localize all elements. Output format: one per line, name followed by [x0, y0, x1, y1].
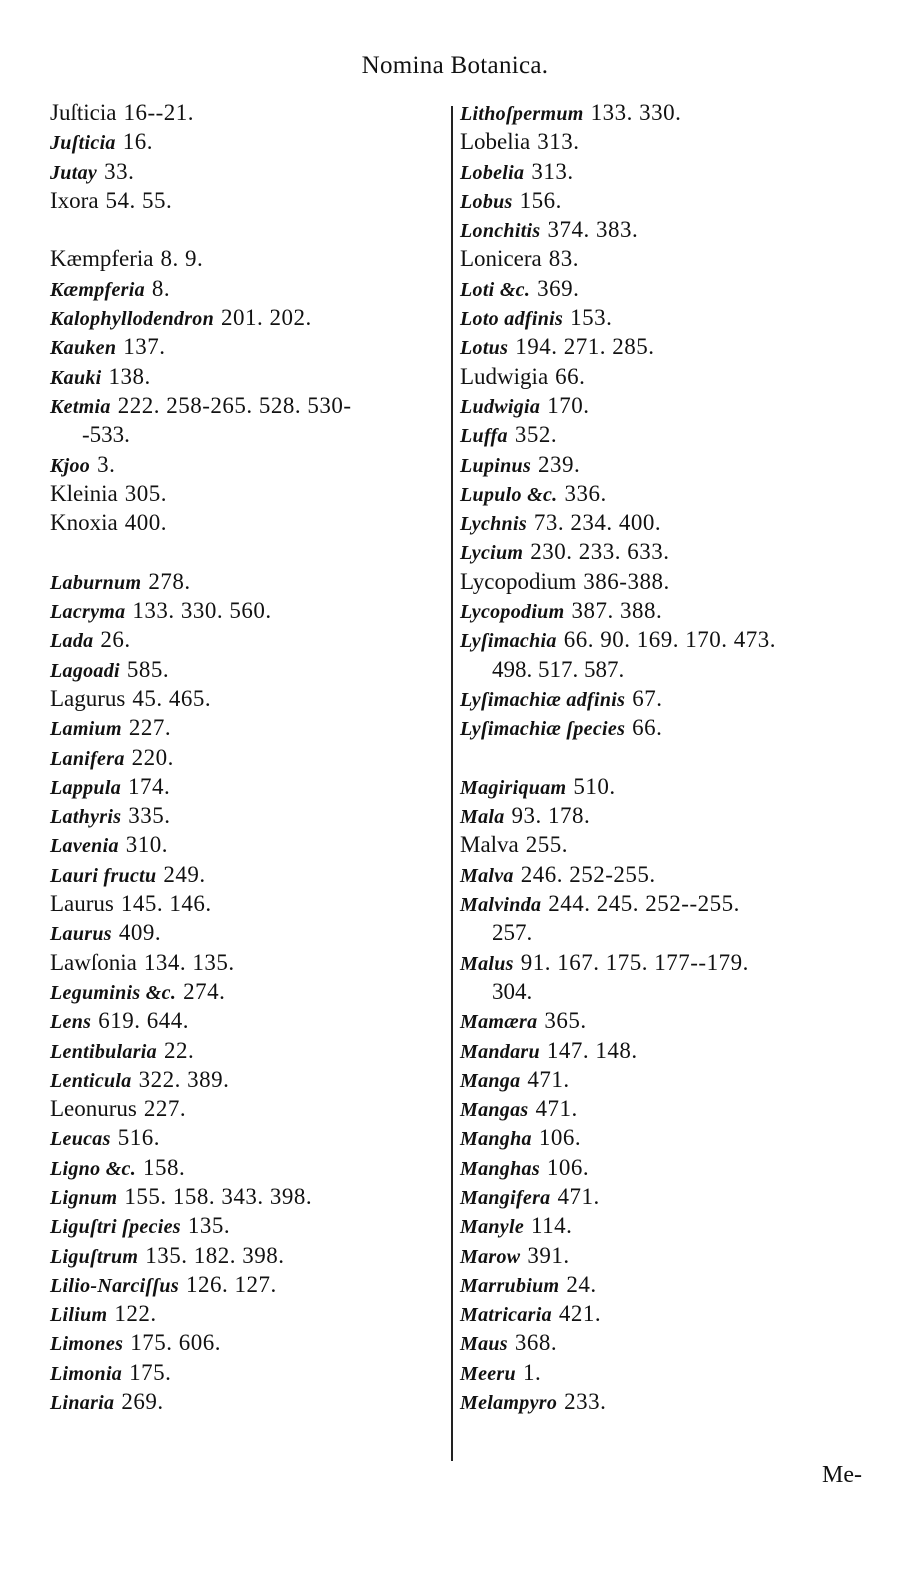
entry-pages: 421. — [558, 1301, 602, 1327]
entry-term: Lilio-Narciſſus — [50, 1274, 179, 1297]
entry-term: Mala — [460, 806, 505, 829]
index-entry — [460, 391, 880, 420]
index-entry — [460, 244, 880, 273]
index-entry — [50, 772, 440, 801]
entry-pages: 391. — [527, 1242, 570, 1268]
column-divider — [451, 106, 453, 1461]
index-entry — [460, 157, 880, 186]
entry-term: Ludwigia — [460, 363, 549, 389]
entry-pages: 1. — [522, 1359, 542, 1385]
entry-pages: 336. — [564, 480, 607, 506]
index-entry — [50, 1006, 440, 1035]
entry-pages: 126. 127. — [185, 1271, 277, 1297]
entry-term: Juſticia — [50, 132, 116, 155]
entry-pages: 8. — [151, 275, 171, 301]
entry-term: Lithoſpermum — [460, 103, 584, 125]
entry-pages: 386-388. — [583, 568, 670, 594]
index-entry — [460, 1241, 880, 1270]
index-entry — [460, 1123, 880, 1152]
entry-pages: 135. 182. 398. — [145, 1242, 285, 1268]
entry-term: Lawſonia — [50, 949, 137, 975]
entry-term: Matricaria — [460, 1304, 552, 1327]
entry-pages: 137. — [123, 334, 166, 360]
index-entry — [460, 1065, 880, 1094]
entry-pages: 33. — [104, 158, 135, 184]
entry-term: Lacryma — [50, 601, 126, 624]
entry-pages: 227. — [128, 715, 172, 741]
index-entry — [50, 596, 440, 625]
index-entry — [50, 1182, 440, 1211]
entry-pages: 54. 55. — [105, 187, 173, 213]
entry-continuation: -533. — [82, 422, 130, 448]
entry-pages: 156. — [519, 187, 562, 213]
entry-pages: 66. 90. 169. 170. 473. — [563, 627, 776, 653]
index-entry — [460, 860, 880, 889]
entry-pages: 145. 146. — [120, 891, 212, 917]
entry-pages: 91. 167. 175. 177--179. — [520, 949, 749, 975]
index-entry — [460, 567, 880, 596]
entry-term: Kæmpferia — [50, 278, 145, 301]
entry-term: Malvinda — [460, 894, 542, 917]
entry-term: Kleinia — [50, 480, 118, 506]
entry-pages: 230. 233. 633. — [530, 539, 670, 565]
entry-pages: 369. — [537, 275, 580, 301]
entry-term: Kalophyllodendron — [50, 308, 215, 331]
entry-term: Maus — [460, 1333, 508, 1356]
catchword: Me- — [822, 1462, 862, 1488]
entry-pages: 220. — [131, 744, 174, 770]
entry-term: Lauri fructu — [50, 864, 157, 887]
entry-pages: 269. — [121, 1389, 164, 1415]
entry-term: Lychnis — [460, 513, 527, 536]
entry-term: Lavenia — [50, 835, 119, 858]
entry-pages: 585. — [126, 656, 170, 682]
index-entry — [460, 830, 880, 859]
entry-pages: 516. — [117, 1125, 160, 1151]
entry-term: Malva — [460, 864, 514, 887]
entry-term: Laburnum — [50, 571, 142, 594]
entry-pages: 222. 258-265. 528. 530- — [117, 392, 352, 418]
index-entry — [50, 450, 440, 479]
index-entry — [460, 362, 880, 391]
entry-pages: 368. — [514, 1330, 558, 1356]
entry-term: Manyle — [460, 1216, 525, 1239]
entry-term: Lycopodium — [460, 568, 577, 594]
entry-pages: 305. — [124, 480, 167, 506]
entry-term: Liguſtri ſpecies — [50, 1216, 181, 1239]
index-entry — [460, 537, 880, 566]
entry-pages: 322. 389. — [138, 1066, 230, 1092]
entry-term: Kæmpferia — [50, 246, 154, 272]
index-entry — [460, 684, 880, 713]
index-entry — [50, 391, 440, 420]
index-entry — [50, 98, 440, 127]
entry-pages: 158. — [143, 1154, 186, 1180]
index-entry — [50, 1036, 440, 1065]
index-entry — [50, 684, 440, 713]
entry-pages: 153. — [570, 305, 613, 331]
entry-term: Ketmia — [50, 395, 111, 418]
index-entry — [50, 918, 440, 947]
entry-term: Lada — [50, 630, 94, 653]
entry-term: Malus — [460, 952, 514, 975]
index-entry — [50, 1065, 440, 1094]
index-entry — [50, 625, 440, 654]
entry-term: Manghas — [460, 1157, 540, 1180]
entry-pages: 244. 245. 252--255. — [548, 891, 740, 917]
entry-term: Liguſtrum — [50, 1245, 139, 1268]
index-entry — [50, 1094, 440, 1123]
entry-term: Lanifera — [50, 747, 125, 770]
entry-gap — [50, 215, 440, 244]
entry-term: Meeru — [460, 1362, 516, 1385]
index-entry — [460, 274, 880, 303]
index-entry — [50, 1299, 440, 1328]
entry-term: Juſticia — [50, 100, 117, 125]
entry-pages: 227. — [143, 1096, 187, 1122]
entry-pages: 106. — [546, 1154, 590, 1180]
entry-term: Lonchitis — [460, 220, 541, 243]
index-entry — [460, 1211, 880, 1240]
entry-gap — [50, 537, 440, 566]
entry-pages: 619. 644. — [98, 1008, 189, 1034]
entry-pages: 313. — [531, 158, 574, 184]
index-entry — [50, 889, 440, 918]
index-entry — [50, 948, 440, 977]
entry-pages: 83. — [548, 246, 579, 272]
entry-pages: 249. — [163, 861, 206, 887]
entry-pages: 471. — [557, 1183, 600, 1209]
entry-pages: 8. 9. — [160, 246, 204, 272]
index-entry — [50, 713, 440, 742]
index-entry — [460, 889, 880, 918]
entry-pages: 122. — [114, 1301, 157, 1327]
entry-term: Magiriquam — [460, 776, 567, 799]
entry-term: Melampyro — [460, 1392, 558, 1415]
index-entry — [460, 127, 880, 156]
entry-continuation: 257. — [492, 920, 533, 946]
entry-term: Lyſimachia — [460, 630, 557, 653]
entry-pages: 175. 606. — [130, 1330, 221, 1356]
entry-term: Limones — [50, 1333, 124, 1356]
entry-term: Luffa — [460, 425, 508, 448]
entry-pages: 174. — [128, 773, 171, 799]
entry-term: Ligno &c. — [50, 1157, 137, 1180]
entry-term: Marrubium — [460, 1274, 560, 1297]
entry-term: Lagoadi — [50, 659, 120, 682]
index-entry — [50, 479, 440, 508]
entry-pages: 335. — [128, 803, 171, 829]
entry-term: Ludwigia — [460, 395, 541, 418]
right-column — [460, 98, 880, 1416]
index-entry — [50, 1270, 440, 1299]
entry-term: Limonia — [50, 1362, 123, 1385]
entry-pages: 16--21. — [123, 100, 195, 125]
entry-term: Lonicera — [460, 246, 542, 272]
index-entry — [50, 244, 440, 273]
entry-term: Mangifera — [460, 1186, 551, 1209]
entry-pages: 135. — [187, 1213, 231, 1239]
entry-term: Lentibularia — [50, 1040, 157, 1063]
entry-pages: 471. — [527, 1066, 570, 1092]
entry-term: Lobelia — [460, 161, 525, 184]
entry-pages: 114. — [531, 1213, 573, 1239]
entry-term: Lappula — [50, 776, 121, 799]
index-entry — [50, 332, 440, 361]
index-entry — [50, 508, 440, 537]
entry-pages: 175. — [129, 1359, 172, 1385]
index-entry — [50, 157, 440, 186]
entry-continuation: 498. 517. 587. — [492, 656, 625, 682]
index-entry — [460, 713, 880, 742]
entry-term: Leucas — [50, 1128, 111, 1151]
index-entry — [50, 801, 440, 830]
entry-term: Laurus — [50, 891, 114, 917]
index-entry — [460, 303, 880, 332]
entry-term: Lyſimachiæ ſpecies — [460, 718, 626, 741]
index-entry — [50, 655, 440, 684]
index-entry — [460, 1270, 880, 1299]
entry-term: Kjoo — [50, 454, 91, 477]
entry-term: Leonurus — [50, 1096, 137, 1122]
entry-term: Leguminis &c. — [50, 981, 177, 1004]
entry-term: Lyſimachiæ adfinis — [460, 688, 626, 711]
entry-term: Malva — [460, 832, 519, 858]
entry-pages: 400. — [124, 510, 167, 536]
entry-gap — [460, 743, 880, 772]
entry-pages: 194. 271. 285. — [515, 334, 655, 360]
index-entry — [460, 596, 880, 625]
entry-term: Lycopodium — [460, 601, 565, 624]
index-entry — [460, 420, 880, 449]
entry-term: Marow — [460, 1245, 521, 1268]
index-entry — [460, 1387, 880, 1416]
index-entry — [50, 1123, 440, 1152]
index-entry — [50, 274, 440, 303]
entry-term: Ixora — [50, 187, 99, 213]
entry-pages: 24. — [566, 1271, 597, 1297]
index-entry — [50, 127, 440, 156]
index-entry — [460, 1358, 880, 1387]
entry-pages: 201. 202. — [221, 305, 312, 331]
entry-pages: 352. — [514, 422, 558, 448]
entry-pages: 278. — [148, 568, 191, 594]
index-entry — [460, 1153, 880, 1182]
entry-pages: 26. — [100, 627, 131, 653]
entry-pages: 45. 465. — [132, 685, 212, 711]
entry-term: Kauken — [50, 337, 117, 360]
index-entry — [460, 1094, 880, 1123]
entry-pages: 233. — [564, 1389, 607, 1415]
entry-term: Lilium — [50, 1304, 108, 1327]
index-entry — [50, 977, 440, 1006]
index-entry — [50, 1358, 440, 1387]
entry-term: Lignum — [50, 1186, 118, 1209]
entry-term: Lobus — [460, 190, 513, 213]
entry-pages: 274. — [183, 978, 226, 1004]
entry-term: Lens — [50, 1011, 92, 1034]
index-entry — [460, 186, 880, 215]
entry-pages: 73. 234. 400. — [533, 510, 662, 536]
entry-pages: 155. 158. 343. 398. — [124, 1183, 313, 1209]
index-entry — [50, 743, 440, 772]
entry-pages: 22. — [163, 1037, 195, 1063]
entry-pages: 133. 330. 560. — [132, 598, 272, 624]
entry-pages: 67. — [632, 685, 663, 711]
index-entry — [50, 830, 440, 859]
entry-pages: 255. — [525, 832, 569, 858]
entry-term: Loto adfinis — [460, 308, 564, 331]
index-entry — [50, 1241, 440, 1270]
entry-term: Lenticula — [50, 1069, 132, 1092]
entry-term: Lagurus — [50, 685, 126, 711]
entry-term: Knoxia — [50, 510, 118, 536]
index-entry — [460, 1182, 880, 1211]
index-entry — [460, 479, 880, 508]
entry-pages: 239. — [538, 451, 581, 477]
index-entry — [460, 450, 880, 479]
index-entry — [50, 186, 440, 215]
entry-pages: 93. 178. — [511, 803, 591, 829]
entry-pages: 510. — [573, 773, 616, 799]
entry-term: Lupulo &c. — [460, 483, 558, 506]
entry-pages: 66. — [632, 715, 663, 741]
index-entry — [460, 948, 880, 977]
index-entry — [50, 1211, 440, 1240]
entry-term: Lotus — [460, 337, 509, 360]
index-entry — [50, 362, 440, 391]
index-entry — [460, 1328, 880, 1357]
index-entry — [50, 1387, 440, 1416]
entry-pages: 106. — [538, 1125, 582, 1151]
entry-pages: 409. — [118, 920, 162, 946]
entry-pages: 138. — [108, 363, 151, 389]
entry-pages: 374. 383. — [547, 217, 639, 243]
index-entry — [50, 567, 440, 596]
index-entry — [50, 1328, 440, 1357]
index-entry — [460, 772, 880, 801]
index-entry — [460, 508, 880, 537]
entry-pages: 16. — [122, 129, 153, 155]
entry-term: Manga — [460, 1069, 521, 1092]
entry-term: Lycium — [460, 542, 524, 565]
index-entry — [460, 625, 880, 654]
entry-pages: 66. — [555, 363, 586, 389]
index-entry — [50, 303, 440, 332]
entry-pages: 313. — [537, 129, 580, 155]
entry-term: Mamæra — [460, 1011, 538, 1034]
entry-term: Laurus — [50, 923, 112, 946]
entry-term: Lathyris — [50, 806, 122, 829]
page-header: Nomina Botanica. — [361, 52, 549, 79]
index-entry — [50, 1153, 440, 1182]
entry-term: Loti &c. — [460, 278, 531, 301]
entry-term: Mangha — [460, 1128, 532, 1151]
left-column — [50, 98, 440, 1416]
entry-continuation: 304. — [492, 978, 533, 1004]
entry-term: Lobelia — [460, 129, 531, 155]
entry-pages: 246. 252-255. — [520, 861, 656, 887]
entry-pages: 170. — [547, 392, 590, 418]
entry-pages: 471. — [535, 1096, 578, 1122]
entry-term: Mandaru — [460, 1040, 540, 1063]
entry-pages: 134. 135. — [143, 949, 235, 975]
entry-term: Jutay — [50, 161, 98, 184]
index-entry — [460, 1299, 880, 1328]
entry-term: Mangas — [460, 1099, 529, 1122]
entry-term: Lamium — [50, 718, 122, 741]
index-entry — [460, 332, 880, 361]
index-entry — [460, 215, 880, 244]
entry-term: Kauki — [50, 366, 102, 389]
entry-pages: 387. 388. — [571, 598, 663, 624]
index-entry — [460, 1036, 880, 1065]
entry-pages: 310. — [125, 832, 169, 858]
index-entry — [460, 801, 880, 830]
entry-term: Lupinus — [460, 454, 532, 477]
entry-pages: 147. 148. — [546, 1037, 638, 1063]
index-entry — [460, 1006, 880, 1035]
entry-term: Linaria — [50, 1392, 115, 1415]
entry-pages: 3. — [97, 451, 116, 477]
entry-pages: 133. 330. — [590, 100, 682, 125]
index-entry — [50, 860, 440, 889]
index-entry — [460, 98, 880, 127]
entry-pages: 365. — [544, 1008, 587, 1034]
